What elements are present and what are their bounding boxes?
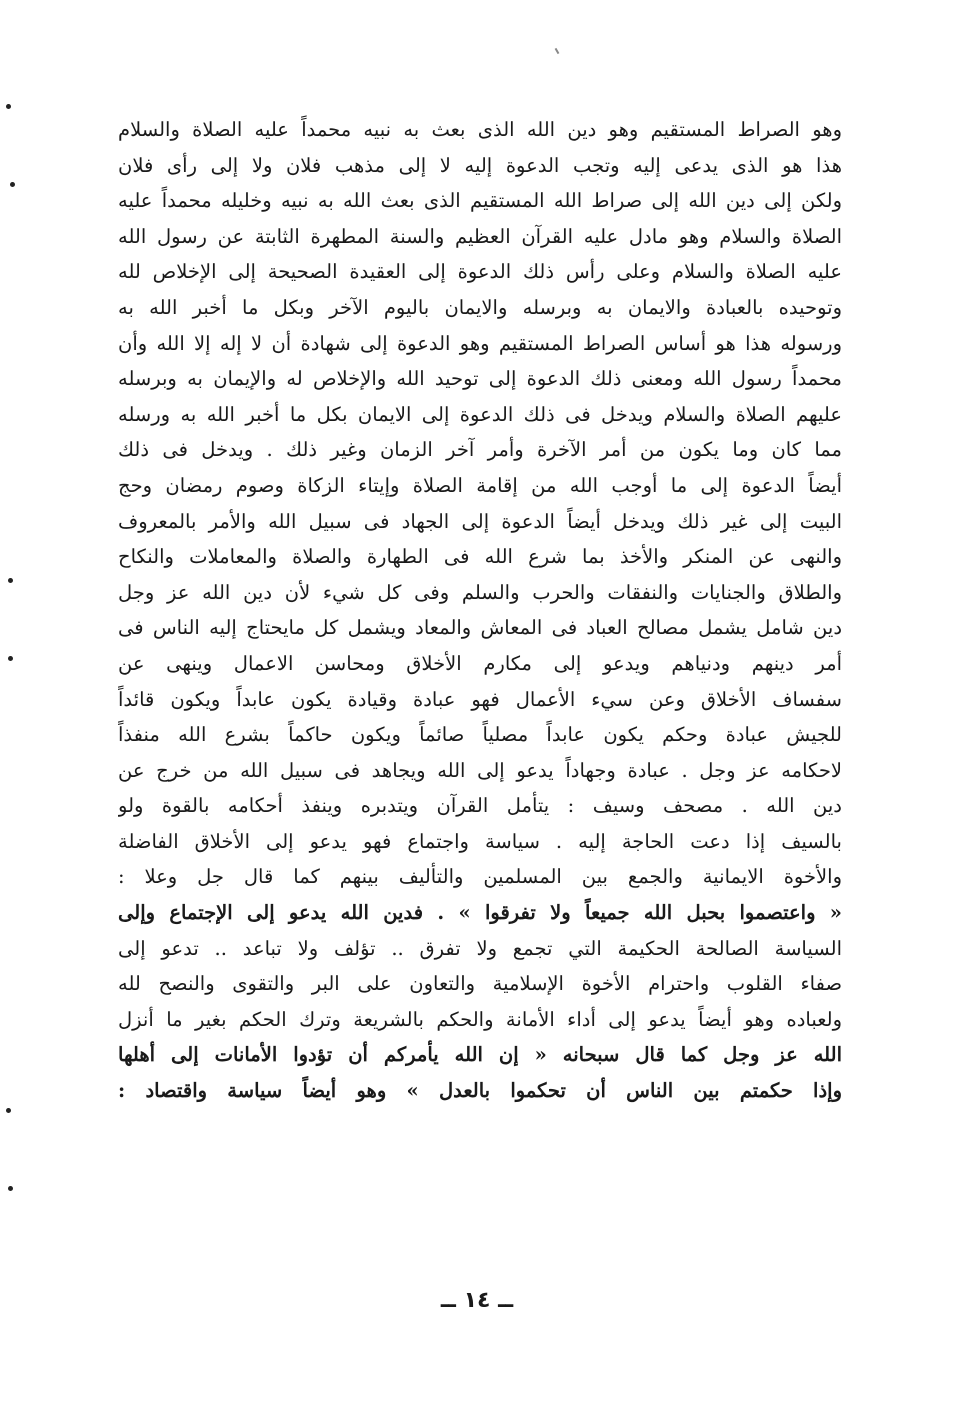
text-line: دين الله . مصحف وسيف : يتأمل القرآن ويتدبره وينفذ أحكامه بالقوة ولو (118, 794, 842, 818)
text-line: دين شامل يشمل مصالح العباد فى المعاش والمعاد ويشمل كل مايحتاج إليه الناس فى (118, 616, 842, 640)
text-line: والطلاق والجنايات والنفقات والحرب والسلم وفى كل شيء لأن دين الله عز وجل (118, 580, 842, 604)
quote-line: وإذا حكمتم بين الناس أن تحكموا بالعدل » وهو أيضاً سياسة واقتصاد : (118, 1079, 842, 1103)
body-text (118, 112, 842, 1109)
text-line: وهو الصراط المستقيم وهو دين الله الذى بعث به نبيه محمداً عليه الصلاة والسلام (118, 118, 842, 141)
text-line: والنهى عن المنكر والأخذ بما شرع الله فى الطهارة والصلاة والمعاملات والنكاح (118, 545, 842, 569)
text-line: لاحكامه عز وجل . عبادة وجهاداً يدعو إلى الله ويجاهد فى سبيل الله من خرج عن (118, 758, 842, 782)
text-line: ولكن إلى دين الله إلى صراط الله المستقيم الذى بعث الله به نبيه وخليله محمداً عليه (118, 189, 842, 213)
margin-mark (6, 1108, 11, 1113)
margin-mark (8, 578, 13, 583)
margin-mark (8, 656, 13, 661)
text-line: الصلاة والسلام وهو مادل عليه القرآن العظيم والسنة المطهرة الثابتة عن رسول الله (118, 224, 842, 248)
text-line: البيت إلى غير ذلك ويدخل أيضاً الدعوة إلى الجهاد فى سبيل الله والأمر بالمعروف (118, 509, 842, 533)
text-line: السياسة الصالحة الحكيمة التي تجمع ولا تفرق .. تؤلف ولا تباعد .. تدعو إلى (118, 936, 842, 960)
margin-mark (6, 104, 11, 109)
text-line: هذا هو الذى يدعى إليه وتجب الدعوة إليه لا إلى مذهب فلان ولا إلى رأى فلان (118, 153, 842, 177)
quote-line: « واعتصموا بحبل الله جميعاً ولا تفرقوا » . فدين الله يدعو إلى الإجتماع وإلى (118, 901, 842, 925)
text-line: عليهم الصلاة والسلام ويدخل فى ذلك الدعوة إلى الايمان بكل ما أخبر الله به ورسله (118, 402, 842, 426)
text-line: ولعباده وهو أيضاً يدعو إلى أداء الأمانة والحكم بالشريعة وترك الحكم بغير ما أنزل (118, 1007, 842, 1031)
margin-mark (10, 182, 15, 187)
text-line: للجيش عبادة وحكم يكون عابداً مصلياً صائماً ويكون حاكماً بشرع الله منفذاً (118, 723, 842, 747)
text-line: صفاء القلوب واحترام الأخوة الإسلامية والتعاون على البر والتقوى والنصح لله (118, 972, 842, 996)
text-line: والأخوة الايمانية والجمع بين المسلمين والتأليف بينهم كما قال جل وعلا : (118, 865, 842, 889)
text-line: محمداً رسول الله ومعنى ذلك الدعوة إلى توحيد الله والإخلاص له والإيمان به وبرسله (118, 367, 842, 391)
quote-line: الله عز وجل كما قال سبحانه « إن الله يأمركم أن تؤدوا الأمانات إلى أهلها (118, 1043, 842, 1067)
text-line: أمر دينهم ودنياهم ويدعو إلى مكارم الأخلاق ومحاسن الاعمال وينهى عن (118, 651, 842, 675)
text-line: عليه الصلاة والسلام وعلى رأس ذلك الدعوة إلى العقيدة الصحيحة إلى الإخلاص لله (118, 260, 842, 284)
scan-speck (555, 48, 560, 54)
margin-mark (8, 1186, 13, 1191)
text-line: أيضاً الدعوة إلى ما أوجب الله من إقامة الصلاة وإيتاء الزكاة وصوم رمضان وحج (118, 473, 842, 497)
page-number: ــ ١٤ ــ (440, 1288, 514, 1313)
text-line: سفساف الأخلاق وعن سيء الأعمال فهو عبادة وقيادة يكون عابداً ويكون قائداً (118, 687, 842, 711)
text-line: ورسوله هذا هو أساس الصراط المستقيم وهو الدعوة إلى شهادة أن لا إله إلا الله وأن (118, 331, 842, 355)
text-line: بالسيف إذا دعت الحاجة إليه . سياسة واجتماع فهو يدعو إلى الأخلاق الفاضلة (118, 829, 842, 853)
text-line: وتوحيده بالعبادة والايمان به وبرسله والايمان باليوم الآخر وبكل ما أخبر الله به (118, 295, 842, 319)
text-line: مما كان وما يكون من أمر الآخرة وأمر آخر الزمان وغير ذلك . ويدخل فى ذلك (118, 438, 842, 462)
